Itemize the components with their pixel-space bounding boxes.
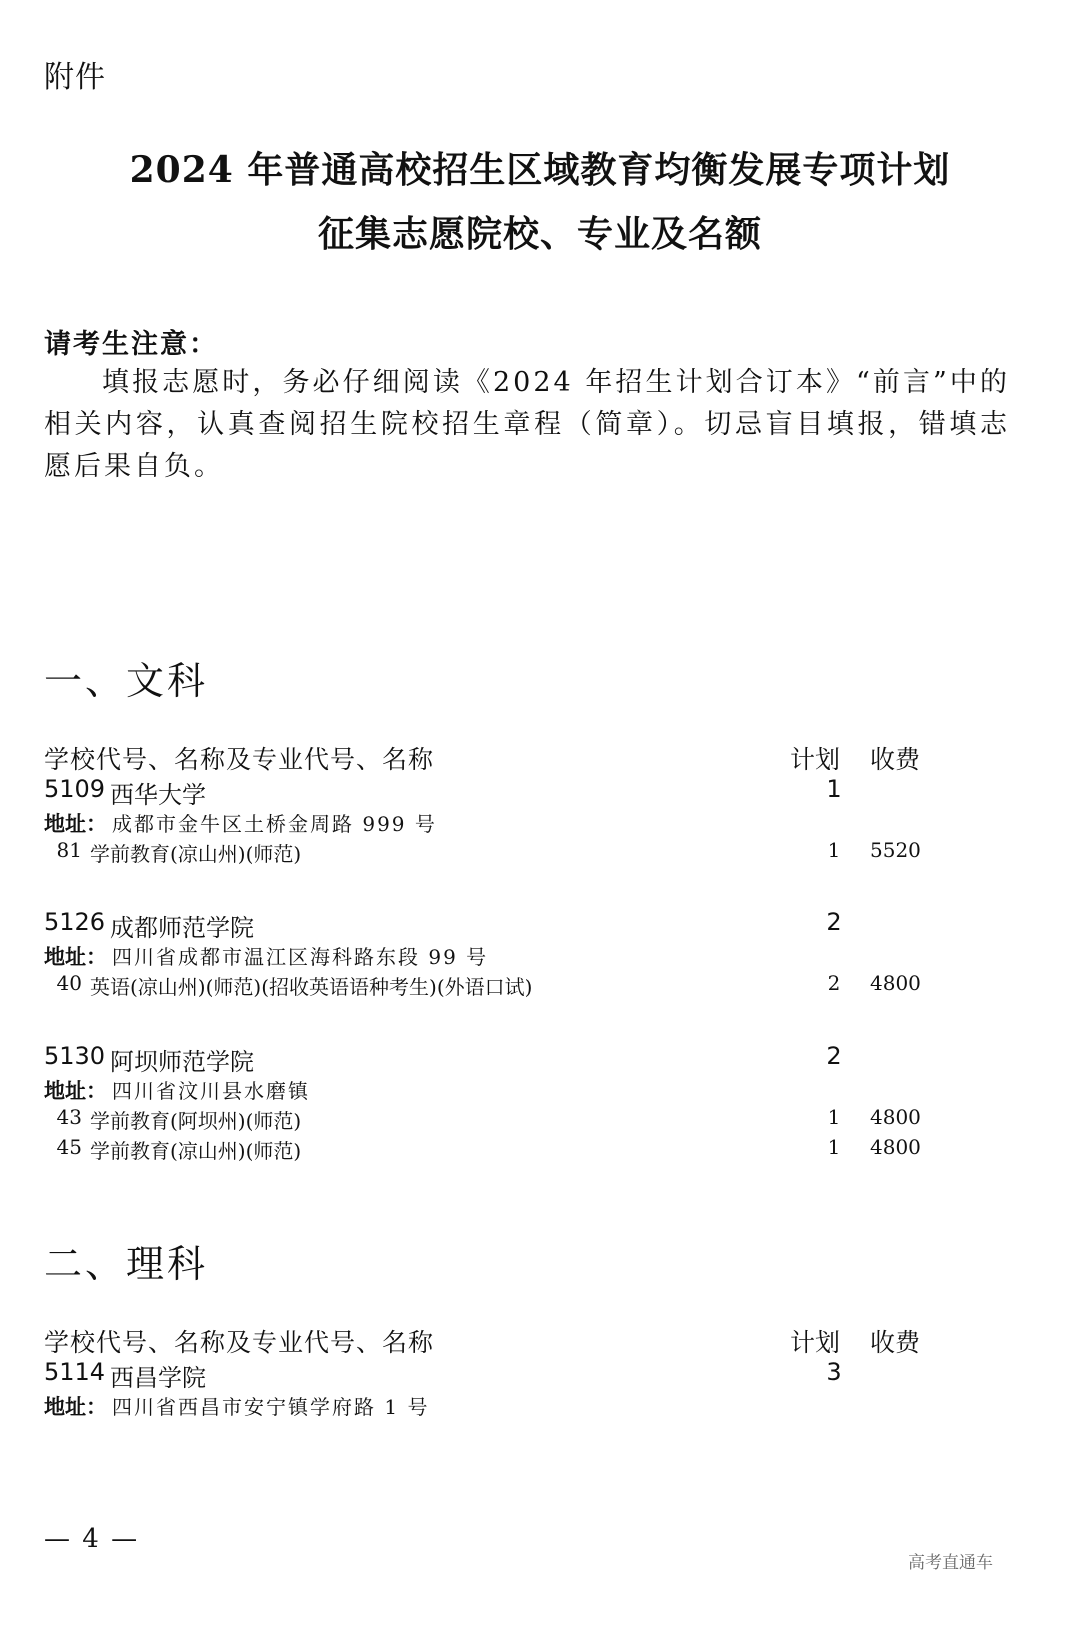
major-row (0, 838, 1080, 872)
school-plan: 2 (826, 908, 842, 936)
address-text: 成都市金牛区土桥金周路 999 号 (112, 812, 437, 836)
attachment-label: 附件 (44, 60, 106, 95)
section-heading-science: 二、理科 (44, 1242, 209, 1286)
school-name: 西昌学院 (110, 1364, 206, 1392)
major-plan: 1 (827, 1135, 841, 1159)
address-row (0, 808, 1080, 842)
notice-body: 填报志愿时，务必仔细阅读《2024 年招生计划合订本》“前言”中的相关内容，认真查阅招生院校招生章程（简章）。切忌盲目填报，错填志愿后果自负。 (44, 367, 1010, 482)
major-fee: 4800 (870, 1105, 921, 1129)
school-code: 5109 (44, 775, 106, 803)
watermark: 高考直通车 (908, 1553, 993, 1573)
school-code: 5126 (44, 908, 106, 936)
address-row (0, 1075, 1080, 1109)
column-header-fee: 收费 (870, 1328, 921, 1357)
document-title-line2: 征集志愿院校、专业及名额 (317, 213, 762, 255)
school-name: 阿坝师范学院 (110, 1048, 254, 1076)
major-name: 学前教育(凉山州)(师范) (90, 1139, 302, 1163)
major-name: 英语(凉山州)(师范)(招收英语语种考生)(外语口试) (90, 975, 533, 999)
column-header-plan: 计划 (790, 1328, 841, 1357)
school-plan: 3 (826, 1358, 842, 1386)
major-plan: 1 (827, 1105, 841, 1129)
school-name: 西华大学 (110, 781, 206, 809)
major-plan: 1 (827, 838, 841, 862)
school-row (0, 908, 1080, 942)
major-name: 学前教育(凉山州)(师范) (90, 842, 302, 866)
address-text: 四川省成都市温江区海科路东段 99 号 (112, 945, 489, 969)
major-plan: 2 (827, 971, 841, 995)
document-title-line1: 2024 年普通高校招生区域教育均衡发展专项计划 (129, 149, 951, 191)
section-heading-arts: 一、文科 (44, 659, 209, 703)
address-label: 地址： (44, 812, 107, 836)
school-plan: 2 (826, 1042, 842, 1070)
notice-heading: 请考生注意： (44, 329, 218, 360)
major-fee: 4800 (870, 971, 921, 995)
address-text: 四川省汶川县水磨镇 (112, 1079, 310, 1103)
major-fee: 5520 (870, 838, 921, 862)
school-row (0, 1358, 1080, 1392)
address-row (0, 941, 1080, 975)
major-code: 45 (56, 1135, 82, 1159)
address-label: 地址： (44, 1079, 107, 1103)
major-code: 40 (56, 971, 82, 995)
school-plan: 1 (826, 775, 842, 803)
column-header-plan: 计划 (790, 745, 841, 774)
school-row (0, 1042, 1080, 1076)
address-label: 地址： (44, 945, 107, 969)
school-code: 5114 (44, 1358, 106, 1386)
column-header-fee: 收费 (870, 745, 921, 774)
table-header-row (0, 1323, 1080, 1357)
school-name: 成都师范学院 (110, 914, 254, 942)
address-row (0, 1391, 1080, 1425)
major-code: 81 (56, 838, 82, 862)
school-code: 5130 (44, 1042, 106, 1070)
school-row (0, 775, 1080, 809)
column-header-name: 学校代号、名称及专业代号、名称 (44, 1328, 435, 1357)
page-number: — 4 — (44, 1524, 140, 1554)
column-header-name: 学校代号、名称及专业代号、名称 (44, 745, 435, 774)
table-header-row (0, 740, 1080, 774)
major-code: 43 (56, 1105, 82, 1129)
major-fee: 4800 (870, 1135, 921, 1159)
major-row (0, 1135, 1080, 1169)
address-text: 四川省西昌市安宁镇学府路 1 号 (112, 1395, 430, 1419)
major-row (0, 971, 1080, 1005)
major-row (0, 1105, 1080, 1139)
major-name: 学前教育(阿坝州)(师范) (90, 1109, 302, 1133)
address-label: 地址： (44, 1395, 107, 1419)
